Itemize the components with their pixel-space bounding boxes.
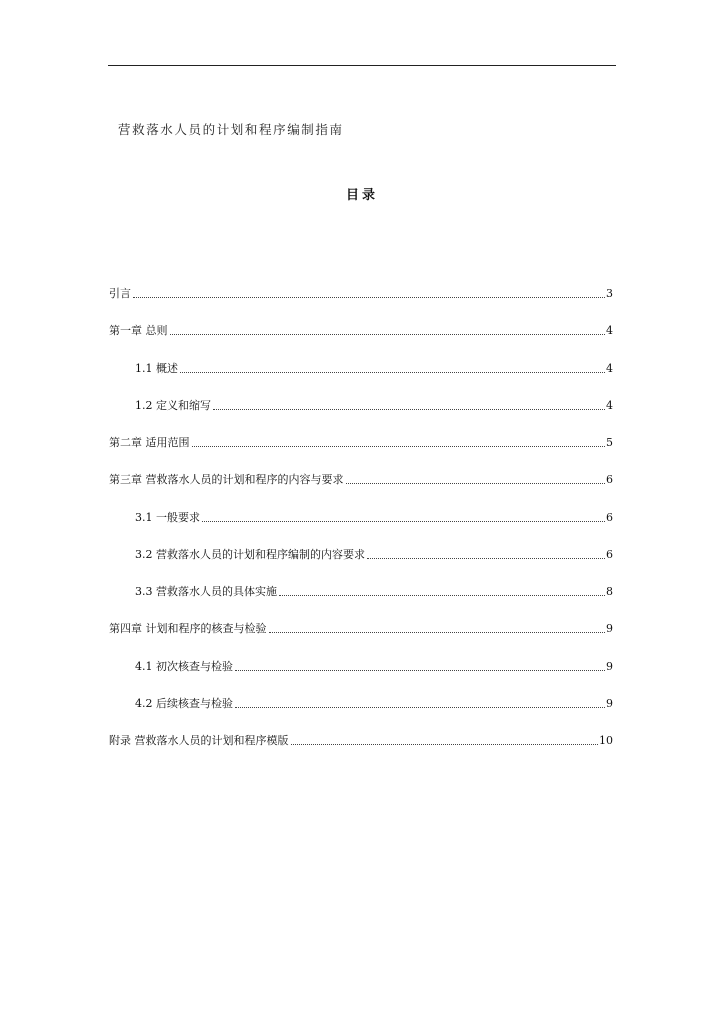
toc-dot-leader — [202, 521, 605, 522]
toc-dot-leader — [213, 409, 605, 410]
toc-entry-label: 第四章 计划和程序的核查与检验 — [109, 622, 267, 635]
toc-entry-page-number: 9 — [606, 660, 613, 673]
toc-entry-page-number: 3 — [606, 287, 613, 300]
toc-entry[interactable] — [135, 360, 613, 376]
toc-entry-label: 第三章 营救落水人员的计划和程序的内容与要求 — [109, 473, 344, 486]
toc-entry-label: 4.1 初次核查与检验 — [135, 660, 233, 673]
toc-dot-leader — [133, 297, 605, 298]
toc-dot-leader — [235, 707, 605, 708]
toc-entry-label: 3.1 一般要求 — [135, 511, 200, 524]
toc-entry[interactable] — [109, 434, 613, 450]
toc-dot-leader — [180, 372, 605, 373]
toc-entry-label: 3.3 营救落水人员的具体实施 — [135, 585, 277, 598]
toc-entry[interactable] — [135, 695, 613, 711]
toc-dot-leader — [367, 558, 605, 559]
toc-entry-page-number: 6 — [606, 511, 613, 524]
toc-entry[interactable] — [135, 509, 613, 525]
toc-entry-page-number: 6 — [606, 473, 613, 486]
toc-entry-page-number: 4 — [606, 362, 613, 375]
toc-entry[interactable] — [109, 285, 613, 301]
toc-dot-leader — [235, 670, 605, 671]
toc-entry-page-number: 10 — [599, 734, 613, 747]
toc-entry-page-number: 6 — [606, 548, 613, 561]
toc-entry-label: 第二章 适用范围 — [109, 436, 190, 449]
toc-entry[interactable] — [109, 322, 613, 338]
toc-entry[interactable] — [135, 397, 613, 413]
toc-entry-label: 引言 — [109, 287, 131, 300]
toc-entry[interactable] — [109, 620, 613, 636]
toc-entry-label: 3.2 营救落水人员的计划和程序编制的内容要求 — [135, 548, 365, 561]
toc-entry-page-number: 9 — [606, 622, 613, 635]
toc-entry[interactable] — [109, 732, 613, 748]
toc-dot-leader — [291, 744, 599, 745]
toc-dot-leader — [279, 595, 605, 596]
toc-entry-label: 第一章 总则 — [109, 324, 168, 337]
toc-entry-page-number: 4 — [606, 399, 613, 412]
toc-entry-label: 附录 营救落水人员的计划和程序模版 — [109, 734, 289, 747]
toc-entry[interactable] — [135, 583, 613, 599]
toc-entry[interactable] — [135, 658, 613, 674]
toc-entry[interactable] — [135, 546, 613, 562]
toc-dot-leader — [269, 632, 606, 633]
toc-entry-label: 4.2 后续核查与检验 — [135, 697, 233, 710]
toc-dot-leader — [170, 334, 606, 335]
toc-entry-label: 1.2 定义和缩写 — [135, 399, 211, 412]
toc-entry-page-number: 5 — [606, 436, 613, 449]
document-header-title: 营救落水人员的计划和程序编制指南 — [118, 122, 344, 137]
toc-entry-page-number: 9 — [606, 697, 613, 710]
toc-entry-label: 1.1 概述 — [135, 362, 178, 375]
header-rule — [108, 65, 616, 66]
toc-entry-page-number: 8 — [606, 585, 613, 598]
toc-title: 目录 — [345, 188, 378, 203]
toc-entry[interactable] — [109, 471, 613, 487]
toc-dot-leader — [192, 446, 606, 447]
toc-dot-leader — [346, 483, 606, 484]
toc-entry-page-number: 4 — [606, 324, 613, 337]
